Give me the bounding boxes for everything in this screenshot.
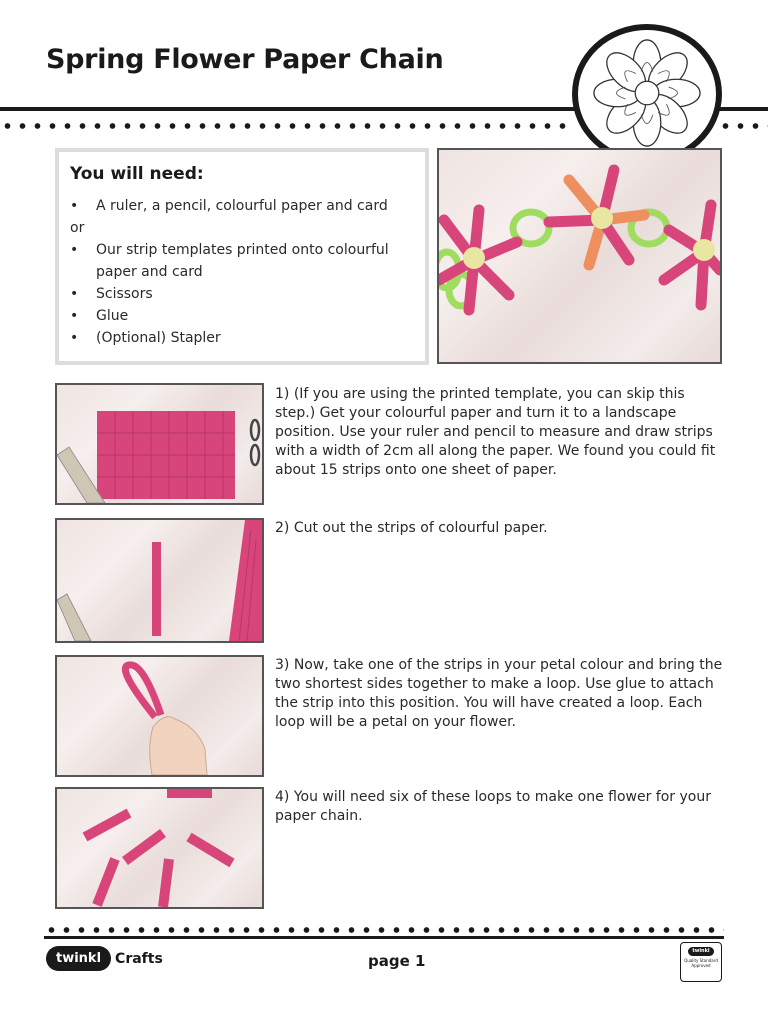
bullet-icon: • [70, 330, 79, 346]
step-2-text: 2) Cut out the strips of colourful paper. [275, 520, 548, 536]
step-1-text: 1) (If you are using the printed template, you can skip this step.) Get your colourful paper and turn it to a landscape position. Use your ruler and pencil to measure and draw strips with a width of 2cm all along the paper. We found you could fit about 15 strips onto one sheet of paper. [275, 386, 716, 478]
materials-item: • A ruler, a pencil, colourful paper and card [70, 195, 388, 217]
footer-rule [44, 936, 724, 939]
page-title: Spring Flower Paper Chain [46, 44, 444, 75]
materials-item: • (Optional) Stapler [70, 327, 221, 349]
header-dotted-divider-right [718, 122, 768, 130]
twinkl-crafts-logo [46, 946, 163, 971]
bullet-icon: • [70, 286, 79, 302]
step-4-text: 4) You will need six of these loops to make one flower for your paper chain. [275, 789, 711, 824]
materials-heading: You will need: [70, 164, 204, 184]
flower-badge [572, 24, 722, 164]
bullet-icon: • [70, 308, 79, 324]
materials-or: or [70, 220, 85, 236]
step1-photo [55, 383, 264, 505]
badge-brand: twinkl [688, 947, 714, 956]
finished-chain-photo [437, 148, 722, 364]
flower-outline-icon [588, 36, 706, 150]
materials-item: • Glue [70, 305, 128, 327]
step-3-text: 3) Now, take one of the strips in your petal colour and bring the two shortest sides together to make a loop. Use glue to attach the strip into this position. You will have created a loop. Each loop will be a petal on your flower. [275, 657, 723, 730]
header-dotted-divider [0, 122, 570, 130]
page-number: page 1 [368, 952, 426, 970]
quality-standard-badge [680, 942, 722, 982]
materials-box [55, 148, 429, 365]
step3-photo [55, 655, 264, 777]
materials-item: • Our strip templates printed onto colourful [70, 239, 389, 261]
bullet-icon: • [70, 242, 79, 258]
step2-photo [55, 518, 264, 643]
badge-caption: Quality Standard Approved [684, 958, 718, 968]
materials-item: • Scissors [70, 283, 153, 305]
step4-photo [55, 787, 264, 909]
materials-item-continued: paper and card [96, 264, 203, 280]
crafts-label: Crafts [115, 950, 163, 967]
bullet-icon: • [70, 198, 79, 214]
footer-dotted-divider [44, 926, 724, 934]
twinkl-logo: twinkl [46, 946, 111, 971]
